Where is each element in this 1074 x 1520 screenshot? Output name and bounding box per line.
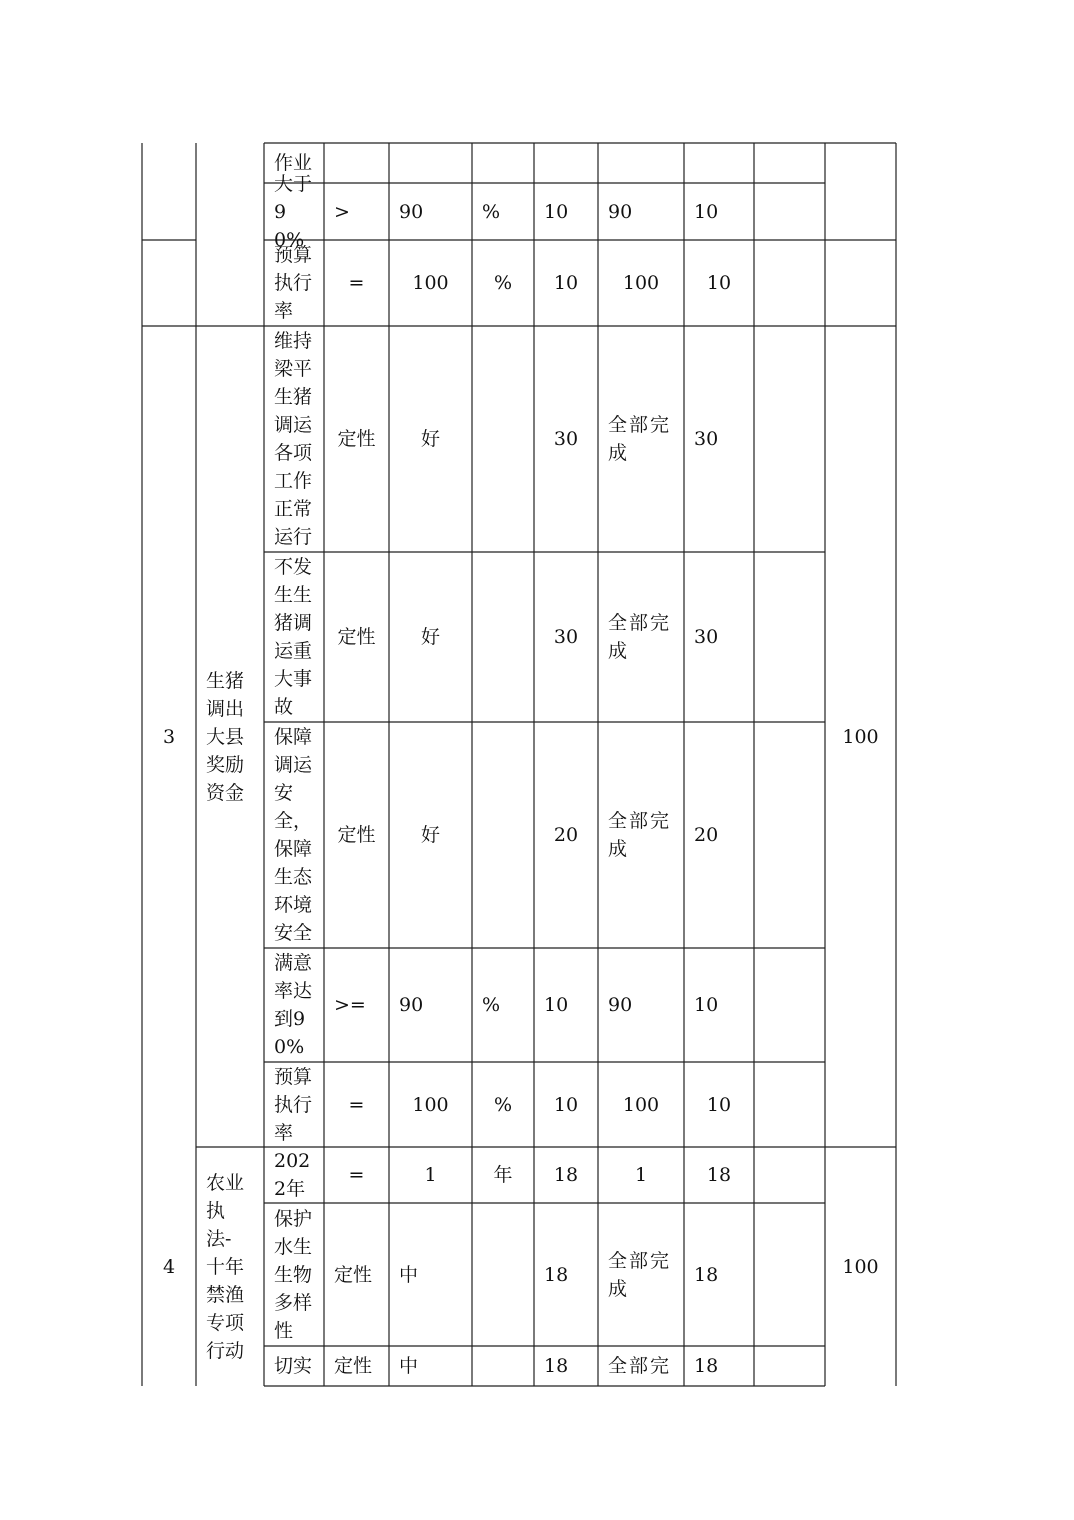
- row-6-indicator: 满意率达到90%: [274, 952, 313, 1058]
- row-8-indicator: 2022年: [274, 1150, 311, 1200]
- row-5-score: 20: [694, 824, 719, 846]
- row-7-score: 10: [706, 1093, 732, 1116]
- row-7-unit: %: [493, 1093, 513, 1116]
- project-3-total: 100: [842, 725, 879, 748]
- row-1-operator: >: [334, 200, 350, 223]
- row-3-target: 好: [420, 428, 440, 450]
- row-10-indicator: 切实: [274, 1355, 313, 1377]
- row-4-operator: 定性: [337, 626, 376, 648]
- row-7-indicator: 预算执行率: [274, 1065, 313, 1144]
- row-4-indicator: 不发生生猪调运重大事故: [274, 556, 313, 718]
- row-5-actual: 全部完成: [608, 810, 672, 860]
- row-2-actual: 100: [622, 272, 660, 294]
- row-5-weight: 20: [553, 824, 579, 846]
- row-1-score: 10: [694, 200, 719, 223]
- row-8-actual: 1: [634, 1164, 648, 1186]
- row-3-operator: 定性: [337, 428, 376, 450]
- row-9-score: 18: [694, 1263, 719, 1286]
- row-2-weight: 10: [553, 272, 579, 294]
- row-9-actual: 全部完成: [608, 1249, 672, 1300]
- row-10-operator: 定性: [334, 1355, 373, 1377]
- row-4-score: 30: [694, 626, 719, 648]
- row-2-score: 10: [706, 272, 732, 294]
- row-2-target: 100: [412, 272, 449, 294]
- row-3-score: 30: [694, 428, 719, 450]
- row-2-unit: %: [493, 272, 513, 294]
- row-6-actual: 90: [608, 994, 633, 1016]
- row-0-indicator: 作业: [274, 152, 313, 174]
- row-5-indicator: 保障调运安全，保障生态环境安全: [274, 726, 313, 944]
- row-1-indicator: 大于90%: [274, 172, 313, 251]
- row-10-score: 18: [694, 1355, 719, 1377]
- row-10-target: 中: [399, 1355, 419, 1377]
- row-8-target: 1: [424, 1164, 437, 1186]
- row-3-indicator: 维持梁平生猪调运各项工作正常运行: [274, 330, 313, 548]
- row-8-unit: 年: [493, 1164, 513, 1186]
- project-3-number: 3: [162, 725, 176, 748]
- row-6-target: 90: [399, 994, 424, 1016]
- row-2-operator: =: [348, 272, 365, 294]
- row-6-weight: 10: [544, 994, 569, 1016]
- project-4-name: 农业执法-十年禁渔专项行动: [206, 1171, 245, 1362]
- row-9-weight: 18: [544, 1263, 569, 1286]
- row-4-actual: 全部完成: [608, 612, 672, 662]
- row-4-target: 好: [420, 626, 440, 648]
- row-3-actual: 全部完成: [608, 414, 672, 464]
- row-9-indicator: 保护水生生物多样性: [274, 1207, 313, 1342]
- row-10-actual: 全部完: [608, 1355, 672, 1377]
- row-1-weight: 10: [544, 200, 569, 223]
- row-8-weight: 18: [553, 1164, 579, 1186]
- row-3-weight: 30: [553, 428, 579, 450]
- row-7-target: 100: [412, 1093, 449, 1116]
- row-8-operator: =: [348, 1164, 365, 1186]
- row-1-unit: %: [482, 200, 501, 223]
- row-7-weight: 10: [553, 1093, 579, 1116]
- row-7-operator: =: [348, 1093, 365, 1116]
- row-7-actual: 100: [622, 1093, 660, 1116]
- row-5-target: 好: [420, 824, 440, 846]
- row-10-weight: 18: [544, 1355, 569, 1377]
- row-1-actual: 90: [608, 200, 633, 223]
- row-6-operator: >=: [334, 994, 366, 1016]
- project-4-total: 100: [842, 1255, 879, 1278]
- row-5-operator: 定性: [337, 824, 376, 846]
- row-6-unit: %: [482, 994, 501, 1016]
- row-9-operator: 定性: [334, 1263, 373, 1286]
- row-4-weight: 30: [553, 626, 579, 648]
- row-1-target: 90: [399, 200, 424, 223]
- project-3-name: 生猪调出大县奖励资金: [206, 669, 245, 804]
- row-2-indicator: 预算执行率: [274, 244, 313, 322]
- row-6-score: 10: [694, 994, 719, 1016]
- project-4-number: 4: [162, 1255, 176, 1278]
- row-8-score: 18: [706, 1164, 732, 1186]
- row-9-target: 中: [399, 1263, 419, 1286]
